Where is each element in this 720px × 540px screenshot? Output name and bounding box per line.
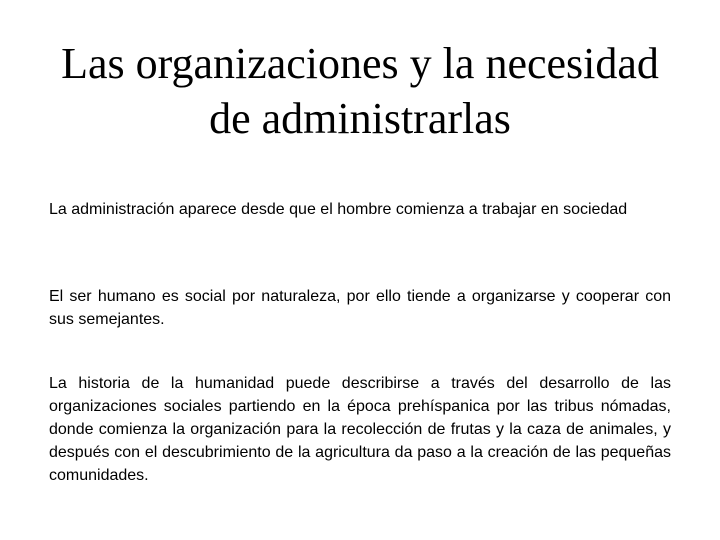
paragraph-ser-humano: El ser humano es social por naturaleza, por ello tiende a organizarse y cooperar con sus semejantes. xyxy=(49,288,671,328)
paragraph-administracion: La administración aparece desde que el hombre comienza a trabajar en sociedad xyxy=(49,201,628,218)
paragraph-historia: La historia de la humanidad puede describirse a través del desarrollo de las organizaciones sociales partiendo en la época prehíspanica por las tribus nómadas, donde comienza la organización para la recolección de frutas y la caza de animales, y después con el descubrimiento de la agricultura da paso a la creación de las pequeñas comunidades. xyxy=(49,375,671,484)
slide-title: Las organizaciones y la necesidad de administrarlas xyxy=(61,39,659,143)
